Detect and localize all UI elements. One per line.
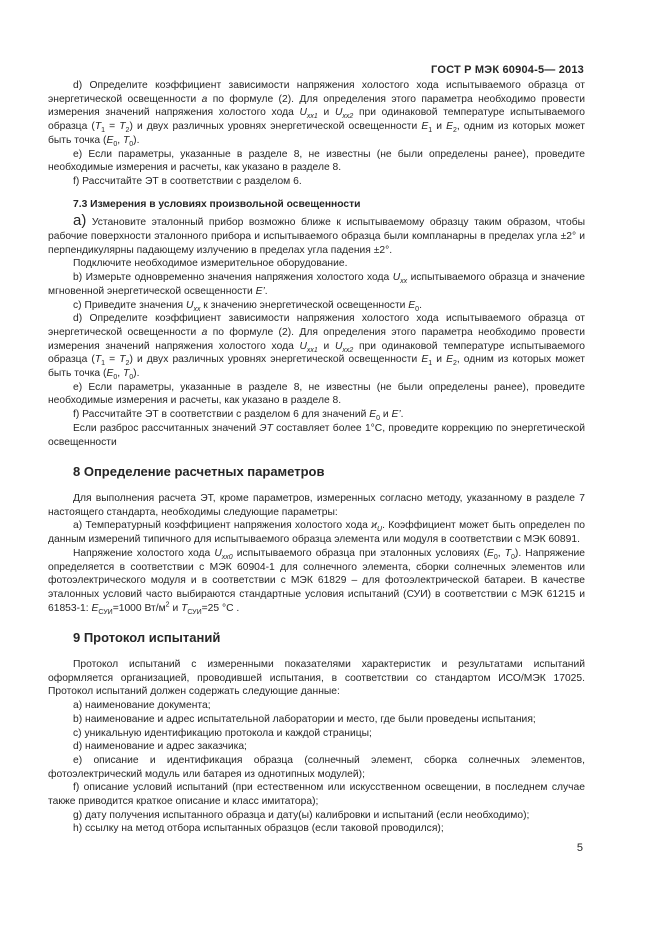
s73-item-b: b) Измерьте одновременно значения напряжения холостого хода $U_{xx}$ испытываемого образца и значение мгновенной энергетической освещенности E’. xyxy=(48,272,585,297)
s9-list-item: g) дату получения испытанного образца и дату(ы) калибровки и испытаний (если необходимо); xyxy=(73,809,530,821)
s73-item-d: d) Определите коэффициент зависимости напряжения холостого хода испытываемого образца от энергетической освещенности a по формуле (2). Для определения этого параметра необходимо провести измерения значений напряжения холостого хода $U_{xx1}$ и $U_{xx2}$ при одинаковой температуре испытываемого образца $(T_1 = T_2)$ и двух различных уровнях энергетической освещенности $E_1$ и $E_2$, одним из которых может быть точка ($E_0$, $T_0$). xyxy=(48,313,585,382)
s73-item-e: е) Если параметры, указанные в разделе 8, не известны (не были определены ранее), проведите необходимые измерения и расчеты, как указано в разделе 8. xyxy=(48,381,585,407)
s9-intro: Протокол испытаний с измеренными показателями характеристик и результатами испытаний оформляется организацией, проводившей испытания, в соответствии со стандартом ИСО/МЭК 17025. Протокол испытаний должен содержать следующие данные: xyxy=(48,659,585,698)
standard-header: ГОСТ Р МЭК 60904-5— 2013 xyxy=(431,64,584,76)
s73-item-c: с) Приведите значения $U_{xx}$ к значению энергетической освещенности $E_0$. xyxy=(73,299,422,313)
section-9-heading: 9 Протокол испытаний xyxy=(73,630,221,646)
page-content xyxy=(48,79,585,836)
section-7-3-heading: 7.3 Измерения в условиях произвольной освещенности xyxy=(73,198,361,210)
s73-item-f: f) Рассчитайте ЭТ в соответствии с разделом 6 для значений $E_0$ и E’. xyxy=(73,409,404,423)
s73-connect: Подключите необходимое измерительное оборудование. xyxy=(73,258,348,270)
s9-list-item: а) наименование документа; xyxy=(73,700,211,712)
s8-intro: Для выполнения расчета ЭТ, кроме параметров, измеренных согласно методу, указанному в разделе 7 настоящего стандарта, необходимы следующие параметры: xyxy=(48,492,585,518)
s9-list-item: d) наименование и адрес заказчика; xyxy=(73,741,247,753)
s9-list-item: е) описание и идентификация образца (солнечный элемент, сборка солнечных элементов, фотоэлектрический модуль или батарея из однотипных модулей); xyxy=(48,754,585,780)
s9-list-item: b) наименование и адрес испытательной лаборатории и место, где были проведены испытания; xyxy=(73,713,536,725)
section-8-heading: 8 Определение расчетных параметров xyxy=(73,464,325,480)
s8-item-a: а) Температурный коэффициент напряжения холостого хода $ϰ_U$. Коэффициент может быть определен по данным измерений типичного для испытываемого образца элемента или модуля в соответствии с МЭК 60891. xyxy=(48,520,585,546)
page-number: 5 xyxy=(576,842,583,854)
s73-correction: Если разброс рассчитанных значений ЭТ составляет более 1°С, проведите коррекцию по энергетической освещенности xyxy=(48,422,585,448)
s72-item-d: d) Определите коэффициент зависимости напряжения холостого хода испытываемого образца от энергетической освещенности a по формуле (2). Для определения этого параметра необходимо провести измерения значений напряжения холостого хода $U_{xx1}$ и $U_{xx2}$ при одинаковой температуре испытываемого образца $(T_1 = T_2)$ и двух различных уровнях энергетической освещенности $E_1$ и $E_2$, одним из которых может быть точка ($E_0$, $T_0$). xyxy=(48,80,585,148)
s9-list-item: h) ссылку на метод отбора испытанных образцов (если таковой проводился); xyxy=(73,823,444,835)
s9-list-item: f) описание условий испытаний (при естественном или искусственном освещении, в последнем случае также приводится краткое описание и класс имитатора); xyxy=(48,782,585,808)
s72-item-e: е) Если параметры, указанные в разделе 8, не известны (не были определены ранее), проведите необходимые измерения и расчеты, как указано в разделе 8. xyxy=(48,148,585,174)
s8-voltage: Напряжение холостого хода $U_{xx0}$ испытываемого образца при эталонных условиях ($E_0$, $T_0$). Напряжение определяется в соответствии с МЭК 60904-1 для солнечного элемента, сборки солнечных элементов или фотоэлектрического модуля и в соответствии с МЭК 61829 – для фотоэлектрической батареи. В качестве эталонных условий часто выбираются стандартные условия испытаний (СУИ) в соответствии с МЭК 61215 и 61853-1: $E_{СУИ}=1000$ $Вт/м^2$ и $T_{СУИ}=25$ °С . xyxy=(48,547,585,616)
s72-item-f: f) Рассчитайте ЭТ в соответствии с разделом 6. xyxy=(73,175,302,187)
s9-list-item: с) уникальную идентификацию протокола и каждой страницы; xyxy=(73,727,372,739)
s73-item-a: а) Установите эталонный прибор возможно ближе к испытываемому образцу таким образом, чтобы рабочие поверхности эталонного прибора и испытываемого образца были компланарны в пределах угла ±2° и перпендикулярны падающему излучению в пределах угла падения ±2°. xyxy=(48,212,585,256)
